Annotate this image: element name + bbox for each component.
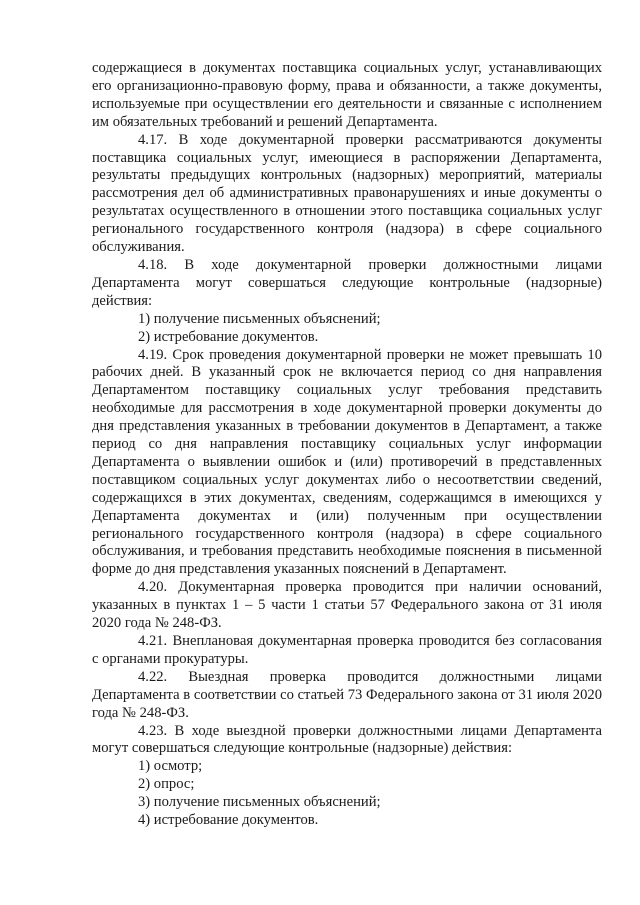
list-item: 4) истребование документов. bbox=[138, 812, 319, 829]
paragraph-4-20: 4.20. Документарная проверка проводится при наличии оснований, указанных в пунктах 1 – 5 части 1 статьи 57 Федерального закона от 31 июля 2020 года № 248-ФЗ. bbox=[92, 579, 602, 632]
list-item: 2) опрос; bbox=[138, 776, 195, 793]
list-item: 3) получение письменных объяснений; bbox=[138, 794, 381, 811]
paragraph-4-18: 4.18. В ходе документарной проверки должностными лицами Департамента могут совершаться следующие контрольные (надзорные) действия: bbox=[92, 256, 602, 309]
document-body bbox=[92, 60, 602, 830]
paragraph-4-19: 4.19. Срок проведения документарной проверки не может превышать 10 рабочих дней. В указанный срок не включается период со дня направления Департаментом поставщику социальных услуг требования представить необходимые для рассмотрения в ходе документарной проверки документы до дня представления указанных в требовании документов в Департамент, а также период со дня направления поставщику социальных услуг информации Департамента о выявлении ошибок и (или) противоречий в представленных поставщиком социальных услуг документах либо о несоответствии сведений, содержащихся в этих документах, сведениям, содержащимся в имеющихся у Департамента документах и (или) полученным при осуществлении регионального государственного контроля (надзора) в сфере социального обслуживания, и требования представить необходимые пояснения в письменной форме до дня представления указанных пояснений в Департамент. bbox=[92, 346, 602, 578]
paragraph-4-23: 4.23. В ходе выездной проверки должностными лицами Департамента могут совершаться следующие контрольные (надзорные) действия: bbox=[92, 722, 602, 757]
paragraph-4-22: 4.22. Выездная проверка проводится должностными лицами Департамента в соответствии со статьей 73 Федерального закона от 31 июля 2020 года № 248-ФЗ. bbox=[92, 668, 602, 721]
paragraph-4-21: 4.21. Внеплановая документарная проверка проводится без согласования с органами прокуратуры. bbox=[92, 633, 602, 667]
list-item: 1) осмотр; bbox=[138, 758, 203, 775]
list-item: 1) получение письменных объяснений; bbox=[138, 310, 381, 327]
paragraph-continuation: содержащиеся в документах поставщика социальных услуг, устанавливающих его организационно-правовую форму, права и обязанности, а также документы, используемые при осуществлении его деятельности и связанные с исполнением им обязательных требований и решений Департамента. bbox=[92, 60, 602, 130]
paragraph-4-17: 4.17. В ходе документарной проверки рассматриваются документы поставщика социальных услуг, имеющиеся в распоряжении Департамента, результаты предыдущих контрольных (надзорных) мероприятий, материалы рассмотрения дел об административных правонарушениях и иные документы о результатах осуществленного в отношении этого поставщика социальных услуг регионального государственного контроля (надзора) в сфере социального обслуживания. bbox=[92, 131, 602, 256]
list-item: 2) истребование документов. bbox=[138, 328, 319, 345]
